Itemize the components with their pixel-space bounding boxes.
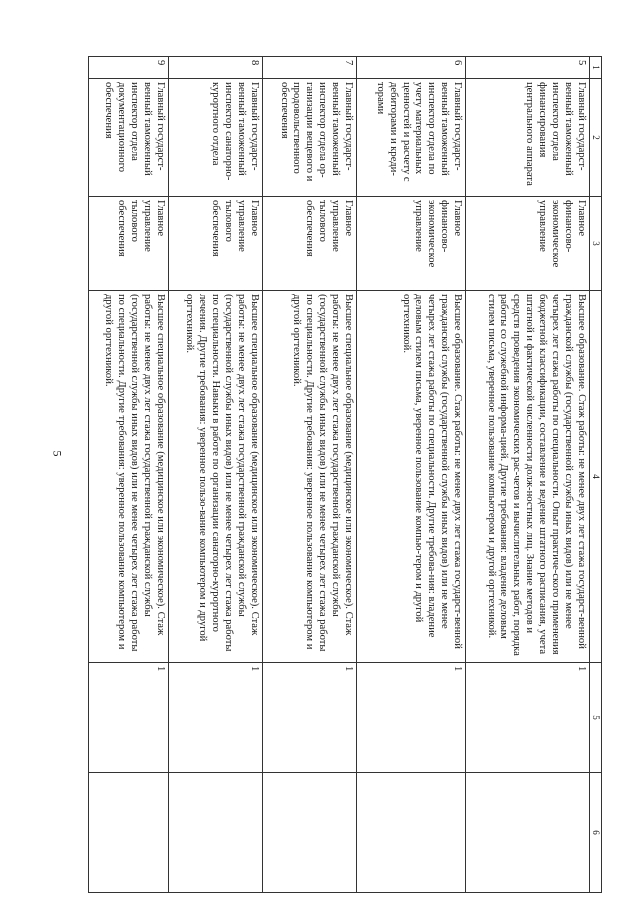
rotated-table-container (88, 56, 602, 892)
requirements: Высшее специальное образование (медицинское или экономическое). Стаж работы: не менее двух лет стажа государственной гражданской службы (государственной службы иных видов) или не менее четырех лет стажа работы по специальности. Навыки в работе по организации санаторно-курортного лечения. Другие требования: уверенное пользо-вание компьютером и другой оргтехникой. (168, 291, 262, 663)
column-6-cell (466, 773, 590, 893)
header-row (590, 57, 602, 893)
department: Главное управление тылового обеспечения (168, 197, 262, 291)
requirements: Высшее образование. Стаж работы: не менее двух лет стажа государст-венной гражданской службы (государственной службы иных видов) или не менее четырех лет стажа работы по специальности. Другие требова-ния: владение деловым стилем письма, уверенное пользование компью-тером и другой оргтехникой. (357, 291, 466, 663)
header-cell: 4 (590, 291, 602, 663)
row-number: 7 (262, 57, 356, 79)
position-title: Главный государст-венный таможенный инспектор отдела ор-ганизации вещевого и продовольственного обеспечения (262, 79, 356, 197)
requirements: Высшее образование. Стаж работы: не менее двух лет стажа государст-венной гражданской службы (государственной службы иных видов) или не менее четырех лет стажа работы по специальности. Опыт практиче-ского применения бюджетной классификации, составление и ведение штатного расписания, учета штатной и фактической численности долж-ностных лиц. Знание методов и средств проведения экономических рас-четов и вычислительных работ, порядка работы со служебной информа-цией. Другие требования: владение деловым стилем письма, уверенное пользование компьютером и другой оргтехникой. (466, 291, 590, 663)
table-row (466, 57, 590, 893)
column-6-cell (168, 773, 262, 893)
position-title: Главный государст-венный таможенный инспектор отдела документационного обеспечения (89, 79, 169, 197)
department: Главное управление тылового обеспечения (89, 197, 169, 291)
position-title: Главный государст-венный таможенный инспектор отдела по учету материальных ценностей и расчету с дебиторами и креди-торами (357, 79, 466, 197)
position-title: Главный государст-венный таможенный инспектор санаторно-курортного отдела (168, 79, 262, 197)
header-cell: 1 (590, 57, 602, 79)
requirements: Высшее специальное образование (медицинское или экономическое). Стаж работы: не менее двух лет стажа государственной гражданской службы (государственной службы иных видов) или не менее четырех лет стажа работы по специальности. Другие требования: уверенное пользование компьютером и другой оргтехникой. (262, 291, 356, 663)
column-6-cell (89, 773, 169, 893)
positions-table (88, 56, 602, 893)
row-number: 9 (89, 57, 169, 79)
vacancy-count: 1 (89, 663, 169, 773)
table-row (357, 57, 466, 893)
department: Главное финансово-экономическое управление (357, 197, 466, 291)
page-number: 5 (50, 450, 65, 457)
vacancy-count: 1 (357, 663, 466, 773)
row-number: 6 (357, 57, 466, 79)
requirements: Высшее специальное образование (медицинское или экономическое). Стаж работы: не менее двух лет стажа государственной гражданской службы (государственной службы иных видов) или не менее четырех лет стажа работы по специальности. Другие требования: уверенное пользование компьютером и другой оргтехникой. (89, 291, 169, 663)
vacancy-count: 1 (168, 663, 262, 773)
position-title: Главный государст-венный таможенный инспектор отдела финансирования центрального аппарата (466, 79, 590, 197)
department: Главное управление тылового обеспечения (262, 197, 356, 291)
header-cell: 3 (590, 197, 602, 291)
department: Главное финансово-экономическое управление (466, 197, 590, 291)
vacancy-count: 1 (262, 663, 356, 773)
header-cell: 6 (590, 773, 602, 893)
table-row (168, 57, 262, 893)
header-cell: 2 (590, 79, 602, 197)
header-cell: 5 (590, 663, 602, 773)
row-number: 8 (168, 57, 262, 79)
vacancy-count: 1 (466, 663, 590, 773)
column-6-cell (262, 773, 356, 893)
table-row (262, 57, 356, 893)
table-row (89, 57, 169, 893)
row-number: 5 (466, 57, 590, 79)
column-6-cell (357, 773, 466, 893)
